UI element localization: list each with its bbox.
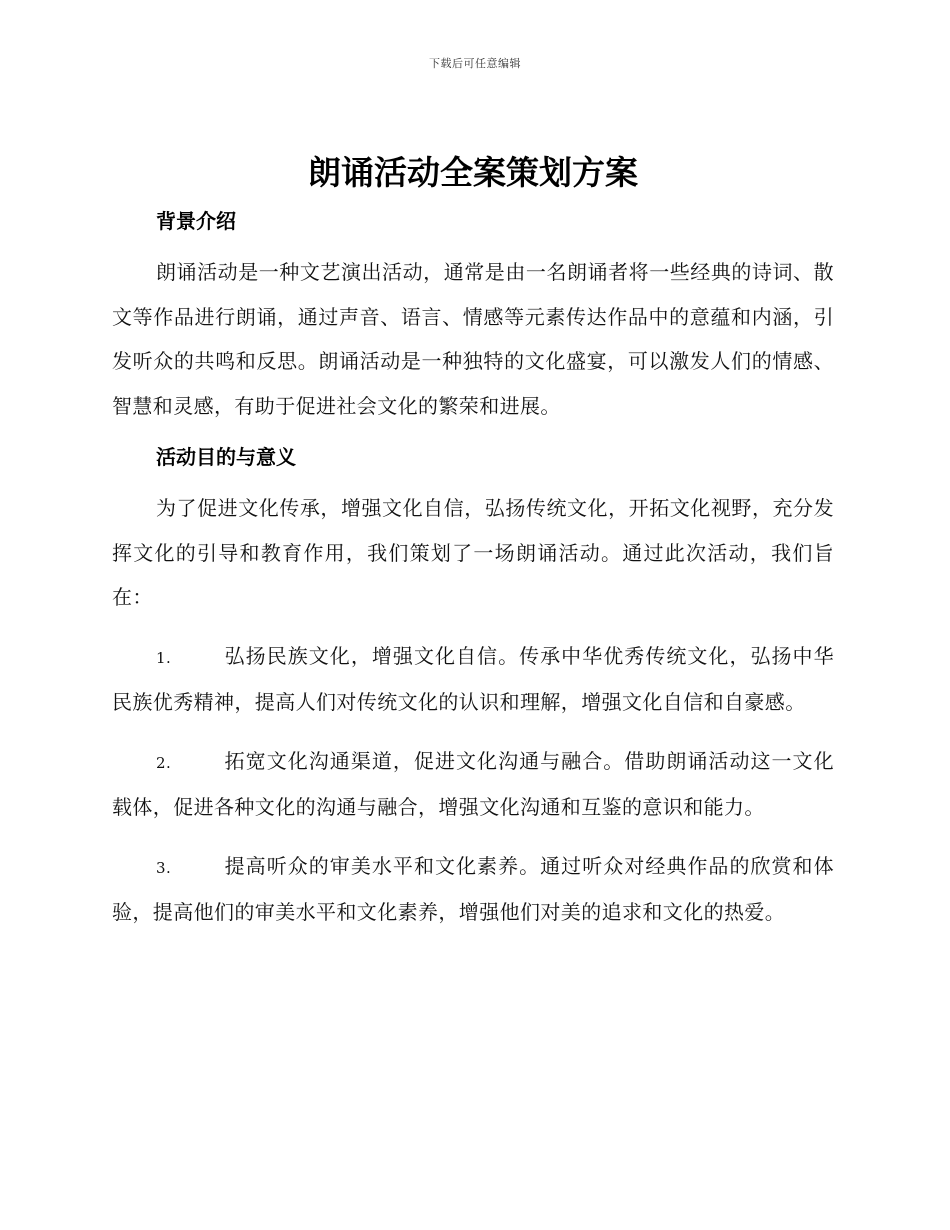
document-title: 朗诵活动全案策划方案 bbox=[308, 153, 638, 192]
list-item-text: 弘扬民族文化，增强文化自信。传承中华优秀传统文化，弘扬中华民族优秀精神，提高人们对传统文化的认识和理解，增强文化自信和自豪感。 bbox=[112, 643, 834, 714]
background-paragraph: 朗诵活动是一种文艺演出活动，通常是由一名朗诵者将一些经典的诗词、散文等作品进行朗诵，通过声音、语言、情感等元素传达作品中的意蕴和内涵，引发听众的共鸣和反思。朗诵活动是一种独特的文化盛宴，可以激发人们的情感、智慧和灵感，有助于促进社会文化的繁荣和进展。 bbox=[112, 260, 834, 418]
list-item bbox=[112, 634, 834, 725]
list-item-number: 1. bbox=[156, 648, 172, 667]
list-item bbox=[112, 844, 834, 935]
section-heading-background: 背景介绍 bbox=[156, 209, 236, 233]
purpose-paragraph: 为了促进文化传承，增强文化自信，弘扬传统文化，开拓文化视野，充分发挥文化的引导和教育作用，我们策划了一场朗诵活动。通过此次活动，我们旨在： bbox=[112, 496, 834, 609]
list-item bbox=[112, 739, 834, 830]
list-item-number: 2. bbox=[156, 753, 172, 772]
list-item-number: 3. bbox=[156, 858, 172, 877]
section-heading-purpose: 活动目的与意义 bbox=[156, 445, 296, 469]
list-item-text: 提高听众的审美水平和文化素养。通过听众对经典作品的欣赏和体验，提高他们的审美水平和文化素养，增强他们对美的追求和文化的热爱。 bbox=[112, 853, 834, 924]
list-item-text: 拓宽文化沟通渠道，促进文化沟通与融合。借助朗诵活动这一文化载体，促进各种文化的沟通与融合，增强文化沟通和互鉴的意识和能力。 bbox=[112, 748, 834, 819]
document-body bbox=[112, 148, 834, 949]
header-note: 下载后可任意编辑 bbox=[429, 57, 521, 70]
